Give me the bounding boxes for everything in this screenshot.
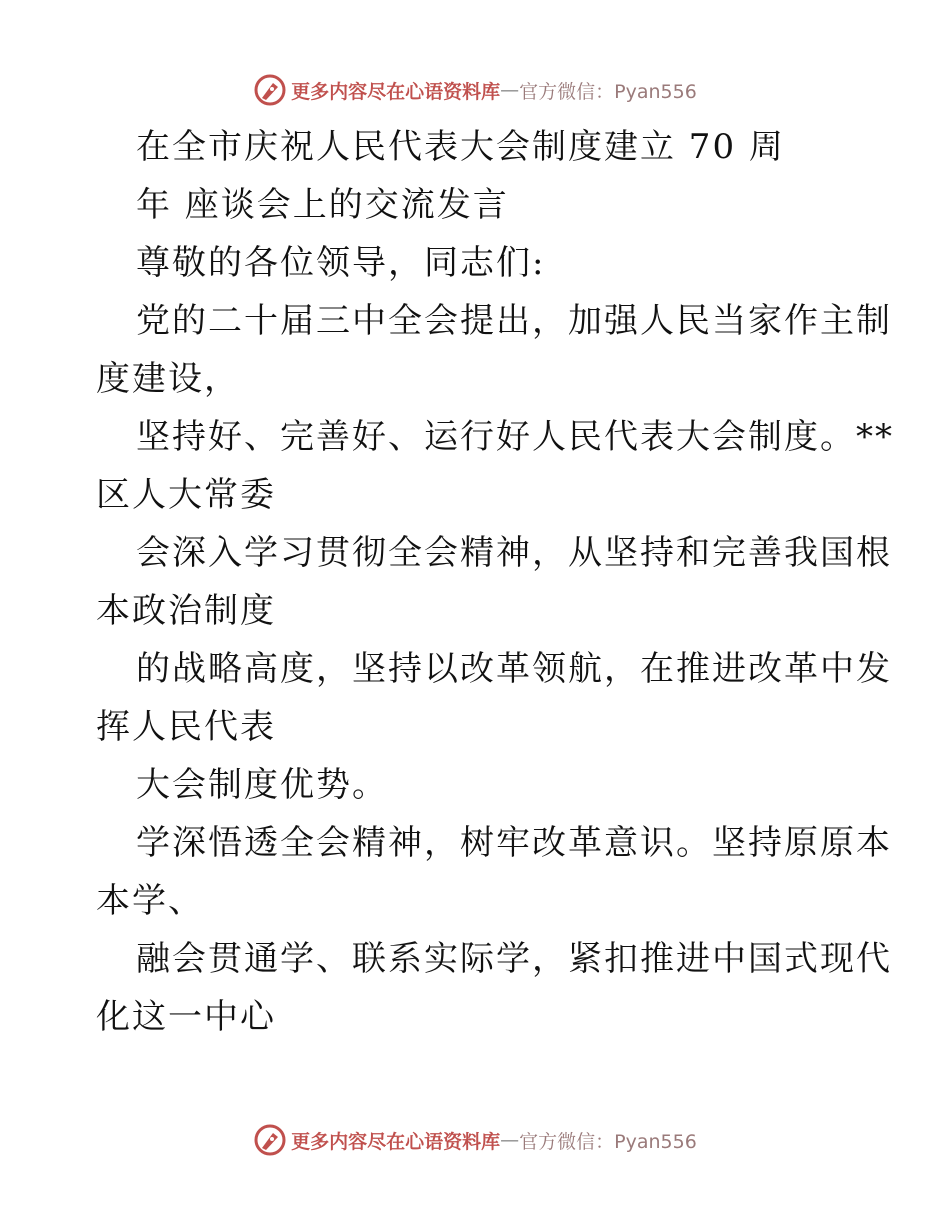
text-line: 挥人民代表 bbox=[96, 707, 276, 747]
salutation: 尊敬的各位领导，同志们: bbox=[136, 243, 546, 283]
header-banner bbox=[0, 70, 950, 110]
text-line: 会深入学习贯彻全会精神，从坚持和完善我国根 bbox=[136, 533, 892, 573]
text-line: 党的二十届三中全会提出，加强人民当家作主制 bbox=[136, 301, 892, 341]
text-line: 区人大常委 bbox=[96, 475, 276, 515]
text-line: 学深悟透全会精神，树牢改革意识。坚持原原本 bbox=[136, 823, 892, 863]
banner-slogan: 更多内容尽在心语资料库 bbox=[291, 1130, 501, 1153]
text-line: 融会贯通学、联系实际学，紧扣推进中国式现代 bbox=[136, 939, 892, 979]
text-line: 本学、 bbox=[96, 881, 204, 921]
title-line-2: 年 座谈会上的交流发言 bbox=[136, 185, 509, 225]
pen-nib-logo-icon bbox=[253, 1123, 287, 1157]
banner-contact: 官方微信：Pyan556 bbox=[519, 1130, 697, 1153]
pen-nib-logo-icon bbox=[253, 73, 287, 107]
text-line: 化这一中心 bbox=[96, 997, 276, 1037]
banner-separator: — bbox=[500, 1129, 520, 1151]
banner-slogan: 更多内容尽在心语资料库 bbox=[291, 80, 501, 103]
text-line: 的战略高度，坚持以改革领航，在推进改革中发 bbox=[136, 649, 892, 689]
text-line: 度建设， bbox=[96, 359, 240, 399]
title-line-1: 在全市庆祝人民代表大会制度建立 70 周 bbox=[136, 127, 785, 167]
banner-contact: 官方微信：Pyan556 bbox=[519, 80, 697, 103]
text-line: 本政治制度 bbox=[96, 591, 276, 631]
footer-banner bbox=[0, 1120, 950, 1160]
text-line: 坚持好、完善好、运行好人民代表大会制度。** bbox=[136, 417, 894, 457]
text-line: 大会制度优势。 bbox=[136, 765, 388, 805]
banner-separator: — bbox=[500, 79, 520, 101]
